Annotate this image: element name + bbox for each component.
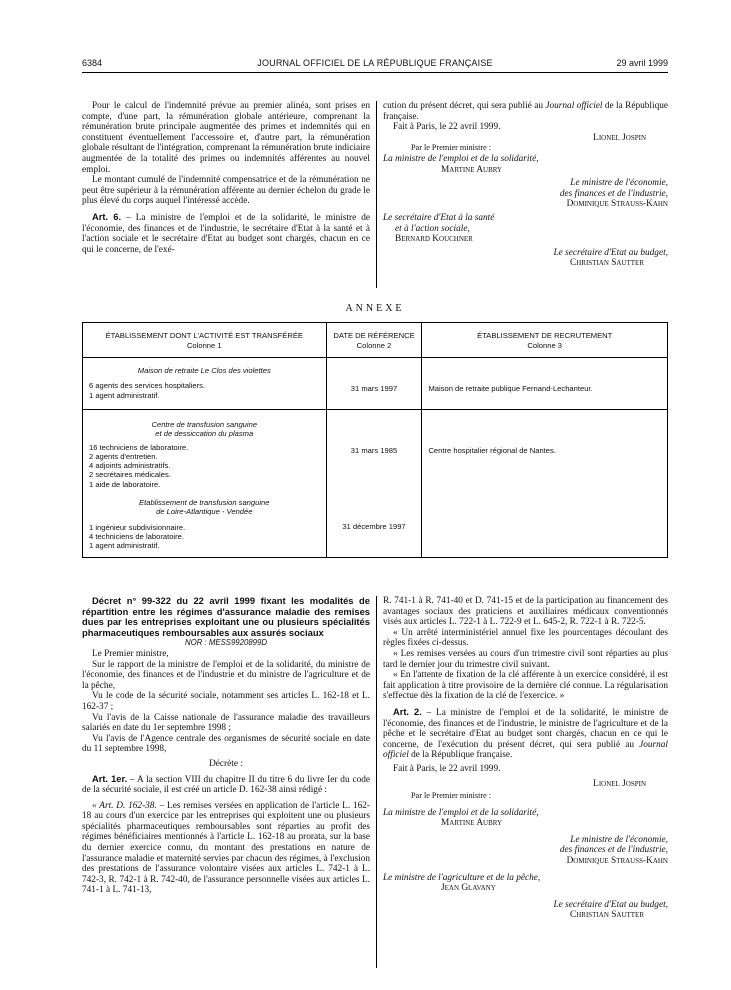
header-sub: Colonne 1: [186, 341, 222, 350]
column-divider: [376, 101, 377, 288]
done-at: Fait à Paris, le 22 avril 1999.: [393, 763, 501, 774]
header-label: ÉTABLISSEMENT DE RECRUTEMENT: [477, 331, 613, 340]
establishment-name: Centre de transfusion sanguine: [151, 420, 258, 429]
paragraph: « Un arrêté interministériel annuel fixe les pourcentages découlant des règles fixées ci-dessus.: [383, 627, 668, 649]
staff-line: 1 aide de laboratoire.: [89, 479, 161, 489]
staff-line: 1 agent administratif.: [89, 390, 160, 400]
decrete: Décrète :: [209, 758, 243, 769]
staff-line: 2 agents d'entretien.: [89, 451, 158, 461]
visa: Vu l'avis de l'Agence centrale des organismes de sécurité sociale en date du 11 septembre 1998,: [82, 733, 370, 755]
signatory-title: des finances et de l'industrie,: [559, 188, 668, 199]
decret-right-column: [383, 596, 668, 921]
decret-left-column: [82, 596, 370, 896]
date-cell: 31 mars 1985: [326, 410, 422, 493]
recruitment-cell: Centre hospitalier régional de Nantes.: [422, 410, 668, 493]
staff-line: 4 techniciens de laboratoire.: [89, 531, 184, 541]
staff-line: 1 agent administratif.: [89, 541, 160, 551]
establishment-name: de Loire-Atlantique - Vendée: [156, 507, 253, 517]
visa: Vu l'avis de la Caisse nationale de l'assurance maladie des travailleurs salariés en date du 1er septembre 1998 ;: [82, 712, 370, 734]
visa: Sur le rapport de la ministre de l'emploi et de la solidarité, du ministre de l'économie, des finances et de l'industrie et du ministre de l'agriculture et de la pêche,: [82, 659, 370, 691]
header-sub: Colonne 3: [527, 341, 563, 350]
signature-pm: Lionel Jospin: [593, 778, 646, 789]
article-text: – La ministre de l'emploi et de la solidarité, le ministre de l'économie, des finances et de l'industrie, le secrétaire d'Etat à la santé et à l'action sociale et le secrétaire d'Etat au budget sont chargés, chacun en ce qui le concerne, de l'exé-: [82, 212, 371, 255]
premier-ministre: Le Premier ministre,: [92, 648, 169, 659]
paragraph: « En l'attente de fixation de la clé afférente à un exercice considéré, il est fait application à titre provisoire de la dernière clé connue. La régularisation s'effectue dès la fixation de la clé de l'exercice. »: [383, 670, 668, 702]
staff-line: 16 techniciens de laboratoire.: [89, 442, 189, 452]
staff-line: 6 agents des services hospitaliers.: [89, 381, 206, 391]
signatory-title: Le secrétaire d'Etat au budget,: [553, 247, 668, 258]
paragraph: « Les remises versées au cours d'un trimestre civil sont réparties au plus tard le dernier jour du trimestre civil suivant.: [383, 648, 668, 670]
signatory-title: Le secrétaire d'Etat à la santé: [383, 212, 495, 223]
signatory-name: Christian Sautter: [570, 910, 644, 921]
table-row: [83, 492, 668, 557]
article-label: Art. 6.: [92, 211, 122, 222]
recruitment-cell: [422, 492, 668, 557]
column-header: [83, 323, 327, 358]
establishment-cell: [83, 358, 327, 410]
signatory-title: et à l'action sociale,: [395, 223, 470, 234]
signatory-name: Martine Aubry: [441, 164, 503, 175]
signature-pm: Lionel Jospin: [593, 132, 646, 143]
article-text: – A la section VIII du chapitre II du titre 6 du livre Ier du code de la sécurité sociale, il est créé un article D. 162-38 ainsi rédigé :: [82, 774, 371, 796]
article-text: – Les remises versées en application de l'article L. 162-18 au cours d'un exercice par les entreprises qui exploitent une ou plusieurs spécialités pharmaceutiques remboursables sont réparties au profit des régimes bénéficiaires mentionnés à l'article L. 162-18 au prorata, sur la base du dernier exercice connu, du montant des prestations en nature de l'assurance maladie et maternité servies par chacun des régimes, à l'exclusion des prestations de l'assurance volontaire visées aux articles L. 742-1 à L. 742-3, R. 742-1 à R. 742-40, de l'assurance personnelle visées aux articles L. 741-1 à L. 741-13,: [82, 800, 370, 896]
staff-line: 2 secrétaires médicales.: [89, 470, 171, 480]
establishment-name: et de dessiccation du plasma: [155, 429, 254, 439]
column-header: [422, 323, 668, 358]
paragraph: Pour le calcul de l'indemnité prévue au premier alinéa, sont prises en compte, d'une part, la rémunération globale antérieure, comprenant la rémunération brute principale augmentée des primes et indemnités qui en constituent éventuellement l'accessoire et, d'autre part, la rémunération globale résultant de l'intégration, comprenant la rémunération brute indiciaire augmentée de la totalité des primes ou indemnités afférentes au nouvel emploi.: [82, 101, 370, 175]
text: de la République française.: [383, 101, 668, 122]
establishment-name: Etablissement de transfusion sanguine: [139, 498, 270, 508]
table-row: [83, 410, 668, 493]
establishment-cell: [83, 492, 327, 557]
journal-name: Journal officiel: [545, 101, 603, 111]
top-left-column: [82, 101, 370, 255]
signatory-title: Le ministre de l'économie,: [570, 834, 668, 845]
text: cution du présent décret, qui sera publié au: [383, 101, 546, 111]
article-text: de la République française.: [408, 750, 513, 761]
signatory-name: Martine Aubry: [441, 818, 503, 829]
signatory-name: Jean Glavany: [441, 883, 496, 894]
journal-name: Journal officiel: [383, 739, 668, 761]
signatory-title: Le secrétaire d'Etat au budget,: [553, 899, 668, 910]
signatory-title: Le ministre de l'agriculture et de la pêche,: [383, 872, 541, 883]
article-label: Art. 1er.: [92, 773, 128, 784]
header-rule: [82, 72, 668, 73]
staff-line: 4 adjoints administratifs.: [89, 461, 171, 471]
header-label: ÉTABLISSEMENT DONT L'ACTIVITÉ EST TRANSFÉRÉE: [105, 331, 303, 340]
article-2: [383, 707, 668, 761]
paragraph-continued: R. 741-1 à R. 741-40 et D. 741-15 et de la participation au financement des avantages sociaux des praticiens et auxiliaires médicaux conventionnés visés aux articles L. 722-1 à L. 722-9 et L. 645-2, R. 722-1 à R. 722-5.: [383, 596, 668, 628]
signatory-name: Dominique Strauss-Kahn: [566, 856, 668, 867]
establishment-cell: [83, 410, 327, 493]
date-cell: 31 mars 1997: [326, 358, 422, 410]
article-d-162-38: [82, 801, 370, 896]
establishment-name: Maison de retraite Le Clos des violettes: [137, 366, 271, 375]
table-header-row: [83, 323, 668, 358]
article-text: – La ministre de l'emploi et de la solidarité, le ministre de l'économie, des finances et de l'industrie, le ministre de l'agriculture et de la pêche et le secrétaire d'Etat au budget sont chargés, chacun en ce qui le concerne, de l'exécution du présent décret, qui sera publié au: [383, 707, 668, 750]
signatory-title: La ministre de l'emploi et de la solidarité,: [383, 153, 539, 164]
signatory-title: des finances et de l'industrie,: [559, 845, 668, 856]
article-label: « Art. D. 162-38.: [92, 800, 157, 811]
done-at: Fait à Paris, le 22 avril 1999.: [393, 122, 501, 133]
article-1: [82, 774, 370, 796]
decret-title: Décret n° 99-322 du 22 avril 1999 fixant les modalités de répartition entre les régimes d'assurance maladie des remises dues par les entreprises exploitant une ou plusieurs spécialités pharmaceutiques remboursables aux assurés sociaux: [82, 595, 370, 638]
recruitment-cell: Maison de retraite publique Fernand-Lechanteur.: [422, 358, 668, 410]
signatory-title: Le ministre de l'économie,: [570, 178, 668, 189]
signatory-name: Christian Sautter: [570, 258, 644, 269]
annexe-table: [82, 322, 668, 558]
nor-reference: NOR : MESS9920899D: [185, 638, 267, 648]
journal-title: JOURNAL OFFICIEL DE LA RÉPUBLIQUE FRANÇAISE: [257, 58, 493, 68]
signatory-name: Dominique Strauss-Kahn: [566, 199, 668, 210]
column-divider: [376, 596, 377, 968]
paragraph: Le montant cumulé de l'indemnité compensatrice et de la rémunération ne peut être supérieur à la rémunération afférente au dernier échelon du grade le plus élevé du corps auquel l'intéressé accède.: [82, 175, 370, 207]
date-cell: 31 décembre 1997: [326, 492, 422, 557]
paragraph-continued: [383, 101, 668, 122]
staff-line: 1 ingénieur subdivisionnaire.: [89, 522, 186, 532]
page-number: 6384: [82, 58, 103, 68]
par-premier-ministre: Par le Premier ministre :: [411, 791, 492, 801]
article-label: Art. 2.: [393, 706, 422, 717]
top-right-column: [383, 101, 668, 269]
annexe-title: ANNEXE: [345, 303, 405, 314]
issue-date: 29 avril 1999: [616, 58, 668, 68]
par-premier-ministre: Par le Premier ministre :: [411, 143, 492, 153]
column-header: [326, 323, 422, 358]
visa: Vu le code de la sécurité sociale, notamment ses articles L. 162-18 et L. 162-37 ;: [82, 691, 370, 712]
signatory-name: Bernard Kouchner: [395, 234, 473, 245]
header-label: DATE DE RÉFÉRENCE: [333, 331, 415, 340]
header-sub: Colonne 2: [356, 341, 392, 350]
signatory-title: La ministre de l'emploi et de la solidarité,: [383, 807, 539, 818]
table-row: [83, 358, 668, 410]
article-6: [82, 212, 370, 255]
